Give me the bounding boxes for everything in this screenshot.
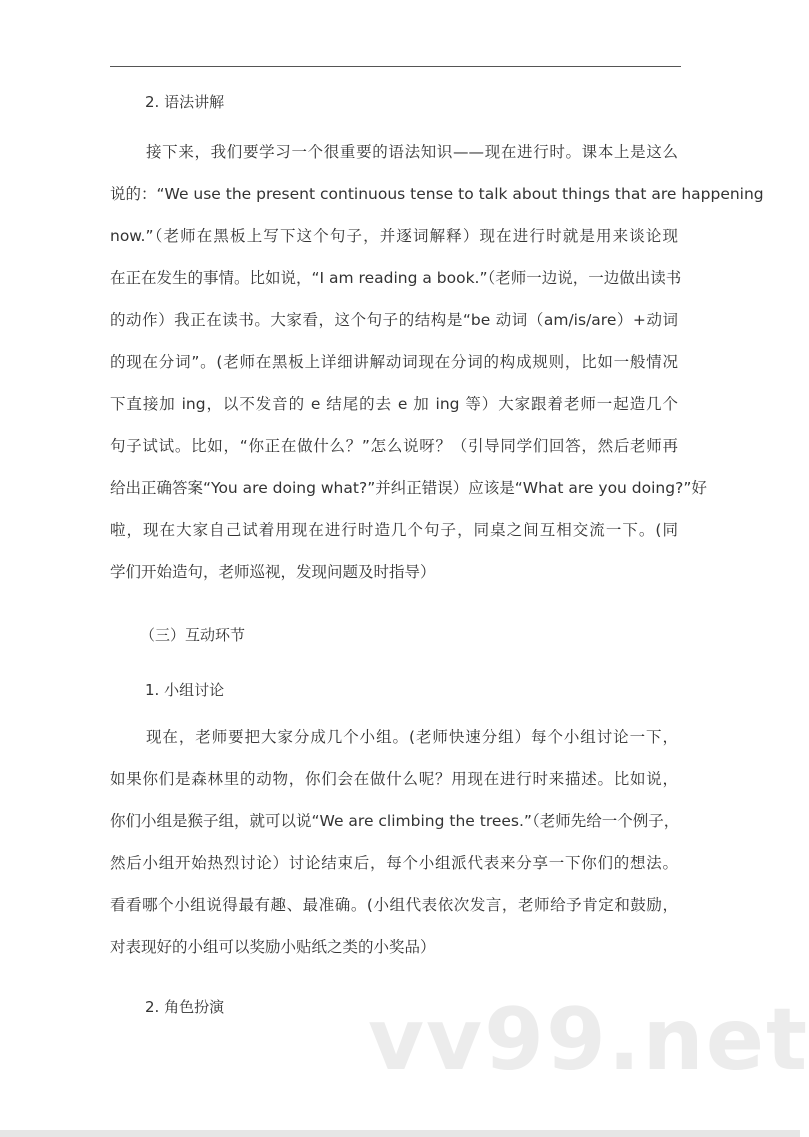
text-line: 说的：“We use the present continuous tense to talk about things that are happening <box>110 185 764 203</box>
text-line: now.”（老师在黑板上写下这个句子，并逐词解释）现在进行时就是用来谈论现 <box>110 227 678 245</box>
text-line: 给出正确答案“You are doing what?”并纠正错误）应该是“What are you doing?”好 <box>110 479 707 497</box>
heading-interaction: （三）互动环节 <box>140 626 246 644</box>
page-bottom-edge <box>0 1130 800 1137</box>
text-line: 现在，老师要把大家分成几个小组。(老师快速分组）每个小组讨论一下， <box>146 728 678 746</box>
text-line: 接下来，我们要学习一个很重要的语法知识——现在进行时。课本上是这么 <box>146 143 678 161</box>
text-line: 学们开始造句，老师巡视，发现问题及时指导） <box>110 563 436 581</box>
heading-grammar: 2. 语法讲解 <box>145 93 225 111</box>
watermark: vv99.net <box>368 990 809 1090</box>
text-line: 对表现好的小组可以奖励小贴纸之类的小奖品） <box>110 938 436 956</box>
text-line: 你们小组是猴子组，就可以说“We are climbing the trees.”（老师先给一个例子， <box>110 812 680 830</box>
text-line: 的现在分词”。(老师在黑板上详细讲解动词现在分词的构成规则，比如一般情况 <box>110 353 678 371</box>
text-line: 啦，现在大家自己试着用现在进行时造几个句子，同桌之间互相交流一下。(同 <box>110 521 678 539</box>
text-line: 的动作）我正在读书。大家看，这个句子的结构是“be 动词（am/is/are）+动词 <box>110 311 678 329</box>
header-rule <box>110 66 681 67</box>
text-line: 然后小组开始热烈讨论）讨论结束后，每个小组派代表来分享一下你们的想法。 <box>110 854 678 872</box>
heading-role-play: 2. 角色扮演 <box>145 998 225 1016</box>
paragraph-group-discussion <box>110 716 678 968</box>
text-line: 看看哪个小组说得最有趣、最准确。(小组代表依次发言，老师给予肯定和鼓励， <box>110 896 678 914</box>
text-line: 下直接加 ing，以不发音的 e 结尾的去 e 加 ing 等）大家跟着老师一起造几个 <box>110 395 678 413</box>
text-line: 如果你们是森林里的动物，你们会在做什么呢？用现在进行时来描述。比如说， <box>110 770 678 788</box>
text-line: 句子试试。比如，“你正在做什么？”怎么说呀？（引导同学们回答，然后老师再 <box>110 437 678 455</box>
heading-group-discussion: 1. 小组讨论 <box>145 681 225 699</box>
paragraph-grammar <box>110 131 764 593</box>
text-line: 在正在发生的事情。比如说，“I am reading a book.”（老师一边说，一边做出读书 <box>110 269 682 287</box>
